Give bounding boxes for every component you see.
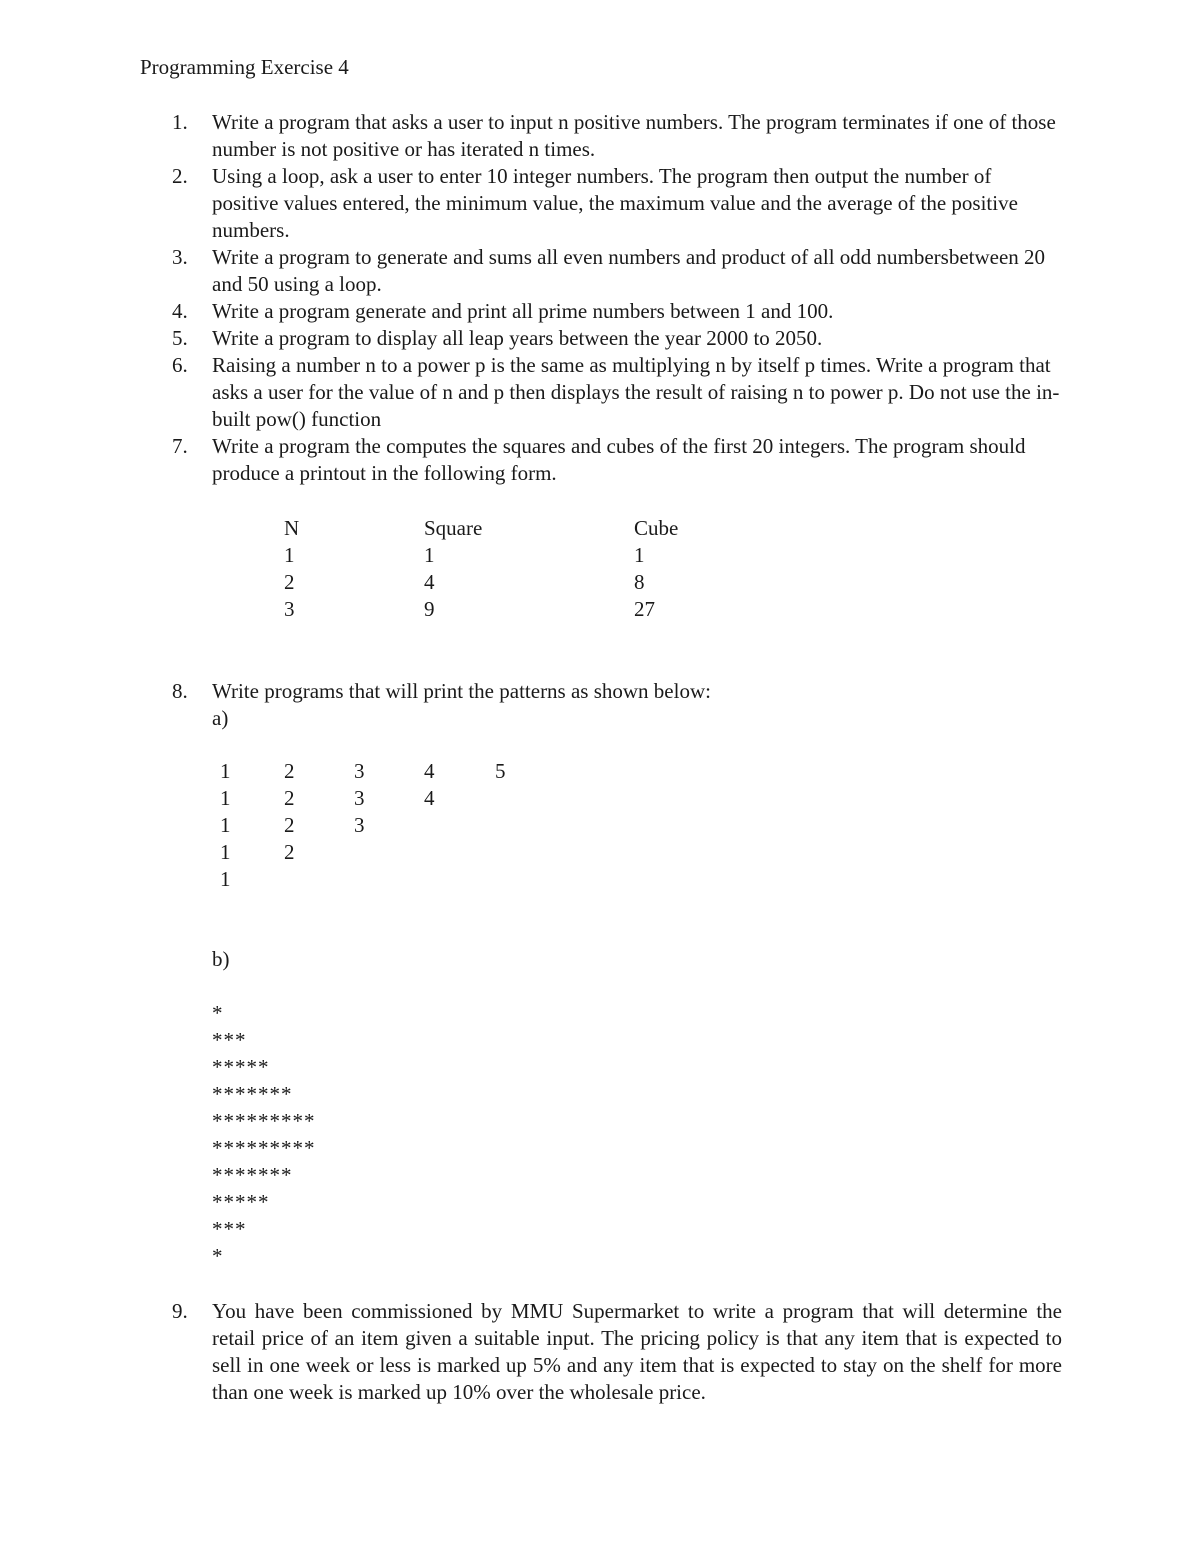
question-text: Write a program that asks a user to input n positive numbers. The program terminates if one of those number is not positive or has iterated n times. bbox=[212, 110, 1056, 161]
question-number: 4. bbox=[172, 299, 188, 323]
question-number: 8. bbox=[172, 679, 188, 703]
question-text: Write a program the computes the squares and cubes of the first 20 integers. The program should produce a printout in the following form. bbox=[212, 434, 1026, 485]
table-cell: 8 bbox=[634, 570, 645, 594]
table-cell: 3 bbox=[284, 597, 295, 621]
question-9 bbox=[172, 1298, 1062, 1406]
pattern-a-cell: 2 bbox=[284, 840, 295, 864]
question-number: 9. bbox=[172, 1299, 188, 1323]
pattern-b-row: * bbox=[212, 1244, 224, 1268]
question-text: Using a loop, ask a user to enter 10 integer numbers. The program then output the number of positive values entered, the minimum value, the maximum value and the average of the positive numbers. bbox=[212, 164, 1018, 242]
question-number: 2. bbox=[172, 164, 188, 188]
table-cell: 9 bbox=[424, 597, 435, 621]
question-3 bbox=[172, 244, 1062, 298]
pattern-b bbox=[212, 1000, 316, 1270]
pattern-b-row: ***** bbox=[212, 1055, 270, 1079]
pattern-b-row: ********* bbox=[212, 1109, 316, 1133]
question-text: Write a program to display all leap years between the year 2000 to 2050. bbox=[212, 326, 823, 350]
question-1 bbox=[172, 109, 1062, 163]
pattern-b-row: ******* bbox=[212, 1163, 293, 1187]
pattern-a-cell: 1 bbox=[220, 867, 231, 891]
question-number: 1. bbox=[172, 110, 188, 134]
question-number: 6. bbox=[172, 353, 188, 377]
page-title: Programming Exercise 4 bbox=[140, 55, 349, 79]
pattern-b-row: * bbox=[212, 1001, 224, 1025]
pattern-b-row: *** bbox=[212, 1217, 247, 1241]
pattern-a-cell: 5 bbox=[495, 759, 506, 783]
pattern-a-cell: 1 bbox=[220, 786, 231, 810]
table-cell: 1 bbox=[634, 543, 645, 567]
pattern-a-cell: 2 bbox=[284, 813, 295, 837]
question-number: 7. bbox=[172, 434, 188, 458]
question-7 bbox=[172, 433, 1062, 487]
pattern-b-row: ***** bbox=[212, 1190, 270, 1214]
question-8 bbox=[172, 678, 1062, 732]
pattern-b-row: *** bbox=[212, 1028, 247, 1052]
question-text: Raising a number n to a power p is the same as multiplying n by itself p times. Write a program that asks a user for the value of n and p then displays the result of raising n to power p. Do not use the in-built pow() function bbox=[212, 353, 1060, 431]
pattern-a-cell: 1 bbox=[220, 813, 231, 837]
pattern-a-cell: 2 bbox=[284, 786, 295, 810]
table-header: Square bbox=[424, 516, 483, 540]
pattern-b-label: b) bbox=[212, 947, 230, 971]
question-text: You have been commissioned by MMU Supermarket to write a program that will determine the retail price of an item given a suitable input. The pricing policy is that any item that is expected to sell in one week or less is marked up 5% and any item that is expected to stay on the shelf for more than one week is marked up 10% over the wholesale price. bbox=[212, 1299, 1062, 1404]
table-cell: 27 bbox=[634, 597, 655, 621]
pattern-a-cell: 2 bbox=[284, 759, 295, 783]
question-text: Write programs that will print the patterns as shown below: bbox=[212, 679, 711, 703]
pattern-a-cell: 3 bbox=[354, 786, 365, 810]
table-header: N bbox=[284, 516, 300, 540]
table-cell: 1 bbox=[284, 543, 295, 567]
pattern-a-cell: 3 bbox=[354, 813, 365, 837]
pattern-b-row: ********* bbox=[212, 1136, 316, 1160]
question-text: Write a program to generate and sums all even numbers and product of all odd numbersbetween 20 and 50 using a loop. bbox=[212, 245, 1046, 296]
pattern-a-label: a) bbox=[212, 706, 229, 730]
table-header: Cube bbox=[634, 516, 679, 540]
pattern-b-row: ******* bbox=[212, 1082, 293, 1106]
pattern-a-cell: 1 bbox=[220, 840, 231, 864]
question-text: Write a program generate and print all prime numbers between 1 and 100. bbox=[212, 299, 834, 323]
table-cell: 2 bbox=[284, 570, 295, 594]
table-cell: 1 bbox=[424, 543, 435, 567]
question-4 bbox=[172, 298, 1062, 325]
question-number: 5. bbox=[172, 326, 188, 350]
question-2 bbox=[172, 163, 1062, 244]
pattern-a-cell: 4 bbox=[424, 759, 435, 783]
table-cell: 4 bbox=[424, 570, 435, 594]
question-number: 3. bbox=[172, 245, 188, 269]
pattern-a-cell: 4 bbox=[424, 786, 435, 810]
pattern-a-cell: 3 bbox=[354, 759, 365, 783]
question-5 bbox=[172, 325, 1062, 352]
question-6 bbox=[172, 352, 1062, 433]
pattern-a-cell: 1 bbox=[220, 759, 231, 783]
